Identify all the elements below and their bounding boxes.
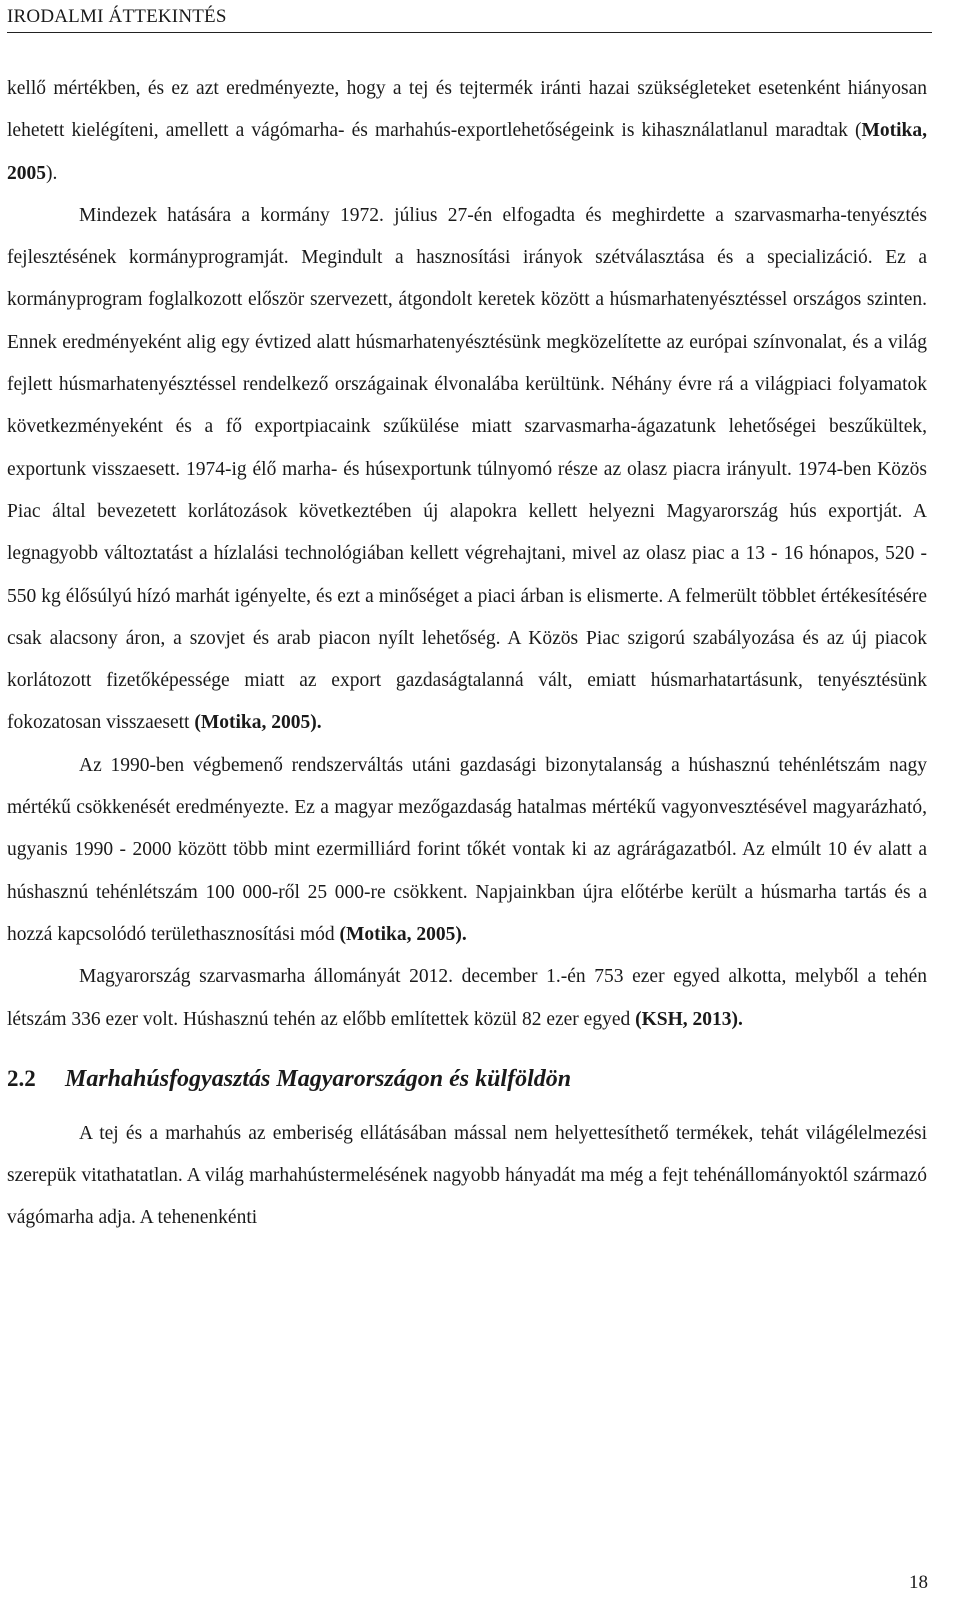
paragraph bbox=[7, 1113, 927, 1240]
citation: (KSH, 2013). bbox=[635, 1008, 743, 1030]
text-run: A tej és a marhahús az emberiség ellátásában mással nem helyettesíthető termékek, tehát világélelmezési szerepük vitathatatlan. A világ marhahústermelésének nagyobb hányadát ma még a fejt tehénállományoktól származó vágómarha adja. A tehenenkénti bbox=[7, 1122, 927, 1229]
text-run: Magyarország szarvasmarha állományát 2012. december 1.-én 753 ezer egyed alkotta, melyből a tehén létszám 336 ezer volt. Húshasznú tehén az előbb említettek közül 82 ezer egyed bbox=[7, 966, 927, 1030]
text-run: ). bbox=[46, 162, 58, 184]
citation: (Motika, 2005). bbox=[339, 923, 467, 945]
section-title: Marhahúsfogyasztás Magyarországon és külföldön bbox=[65, 1065, 572, 1092]
text-run: Mindezek hatására a kormány 1972. július 27-én elfogadta és meghirdette a szarvasmarha-tenyésztés fejlesztésének kormányprogramját. Megindult a hasznosítási irányok szétválasztása és a specializáció. Ez a kormányprogram foglalkozott először szervezett, átgondolt keretek között a húsmarhatenyésztéssel országos szinten. Ennek eredményeként alig egy évtized alatt húsmarhatenyésztésünk megközelítette az európai színvonalat, és a világ fejlett húsmarhatenyésztéssel rendelkező országainak élvonalába kerültünk. Néhány évre rá a világpiaci folyamatok következményeként és a fő exportpiacaink szűkülése miatt szarvasmarha-ágazatunk lehetőségei beszűkültek, exportunk visszaesett. 1974-ig élő marha- és húsexportunk túlnyomó része az olasz piacra irányult. 1974-ben Közös Piac által bevezetett korlátozások következtében új alapokra kellett helyezni Magyarország hús exportját. A legnagyobb változtatást a hízlalási technológiában kellett végrehajtani, mivel az olasz piac a 13 - 16 hónapos, 520 - 550 kg élősúlyú hízó marhát igényelte, és ezt a minőséget a piaci árban is elismerte. A felmerült többlet értékesítésére csak alacsony áron, a szovjet és arab piacon nyílt lehetőség. A Közös Piac szigorú szabályozása és az új piacok korlátozott fizetőképessége miatt az export gazdaságtalanná vált, emiatt húsmarhatartásunk, tenyésztésünk fokozatosan visszaesett bbox=[7, 204, 927, 734]
citation: Motika, 2005 bbox=[7, 120, 927, 184]
section-heading bbox=[7, 1059, 927, 1099]
section-number: 2.2 bbox=[7, 1065, 36, 1091]
running-header: IRODALMI ÁTTEKINTÉS bbox=[7, 4, 932, 33]
paragraph bbox=[7, 956, 927, 1041]
paragraph bbox=[7, 195, 927, 745]
paragraph bbox=[7, 745, 927, 956]
paragraph bbox=[7, 68, 927, 195]
page-number: 18 bbox=[909, 1572, 928, 1593]
citation: (Motika, 2005). bbox=[194, 712, 322, 734]
text-run: kellő mértékben, és ez azt eredményezte, hogy a tej és tejtermék iránti hazai szükségleteket esetenként hiányosan lehetett kielégíteni, amellett a vágómarha- és marhahús-exportlehetőségeink is kihasználatlanul maradtak ( bbox=[7, 78, 927, 142]
body-text bbox=[7, 68, 927, 1240]
text-run: Az 1990-ben végbemenő rendszerváltás utáni gazdasági bizonytalanság a húshasznú tehénlétszám nagy mértékű csökkenését eredményezte. Ez a magyar mezőgazdaság hatalmas mértékű vagyonvesztésével magyarázható, ugyanis 1990 - 2000 között több mint ezermilliárd forint tőkét vontak ki az agrárágazatból. Az elmúlt 10 év alatt a húshasznú tehénlétszám 100 000-ről 25 000-re csökkent. Napjainkban újra előtérbe került a húsmarha tartás és a hozzá kapcsolódó területhasznosítási mód bbox=[7, 754, 927, 945]
